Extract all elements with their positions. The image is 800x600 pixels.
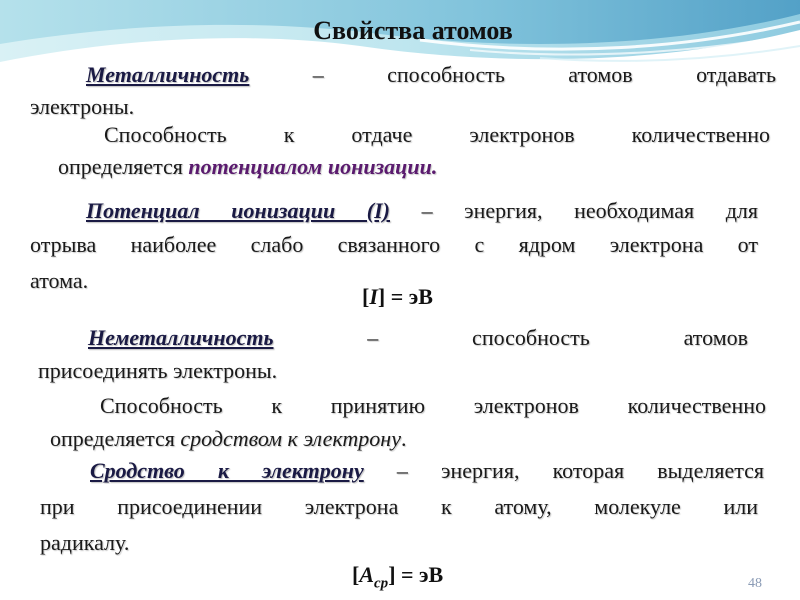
ionization-definition-line3: атома. <box>30 268 89 293</box>
metal-quant-line2 <box>58 152 437 182</box>
slide-title: Свойства атомов <box>313 16 513 45</box>
affinity-definition-line1 <box>90 456 764 486</box>
nonmetal-term: Неметалличность <box>88 325 274 350</box>
formula-bracket-open: [ <box>352 562 360 587</box>
ionization-potential-highlight: потенциалом ионизации. <box>188 154 438 179</box>
ionization-unit-formula <box>362 284 433 310</box>
metal-quant-line1: Способность к отдаче электронов количественно <box>104 122 770 147</box>
affinity-unit-formula <box>352 562 443 592</box>
nonmetal-definition-line2: присоединять электроны. <box>38 358 278 383</box>
affinity-definition-line3: радикалу. <box>40 530 130 555</box>
nonmetal-quant-line1: Способность к принятию электронов количественно <box>100 393 766 418</box>
metal-definition-line2: электроны. <box>30 94 135 119</box>
slide-number: 48 <box>748 576 762 591</box>
ionization-definition-line2: отрыва наиболее слабо связанного с ядром электрона от <box>30 232 758 257</box>
formula-variable-a: A <box>359 562 375 587</box>
formula-unit: ] = эВ <box>388 562 444 587</box>
metal-quant-prefix: определяется <box>58 154 183 179</box>
nonmetal-quant-prefix: определяется <box>50 426 175 451</box>
formula-bracket-open: [ <box>362 284 370 309</box>
metal-definition-text: – способность атомов отдавать <box>312 62 777 87</box>
formula-subscript: ср <box>374 575 389 592</box>
nonmetal-definition-line1 <box>88 323 748 353</box>
formula-unit: ] = эВ <box>377 284 433 309</box>
nonmetal-definition-text: – способность атомов <box>367 325 749 350</box>
affinity-definition-line2: при присоединении электрона к атому, молекуле или <box>40 494 758 519</box>
affinity-term: Сродство к электрону <box>90 458 364 483</box>
nonmetal-quant-suffix: . <box>400 426 407 451</box>
nonmetal-quant-line2 <box>50 424 406 454</box>
metal-term: Металличность <box>86 62 250 87</box>
formula-variable-i: I <box>369 284 378 309</box>
ionization-definition-line1 <box>86 196 758 226</box>
affinity-definition-text: – энергия, которая выделяется <box>396 458 764 483</box>
ionization-term: Потенциал ионизации (I) <box>86 198 390 223</box>
ionization-definition-text: – энергия, необходимая для <box>421 198 759 223</box>
electron-affinity-italic: сродством к электрону <box>180 426 401 451</box>
metal-definition-line1 <box>86 60 776 90</box>
